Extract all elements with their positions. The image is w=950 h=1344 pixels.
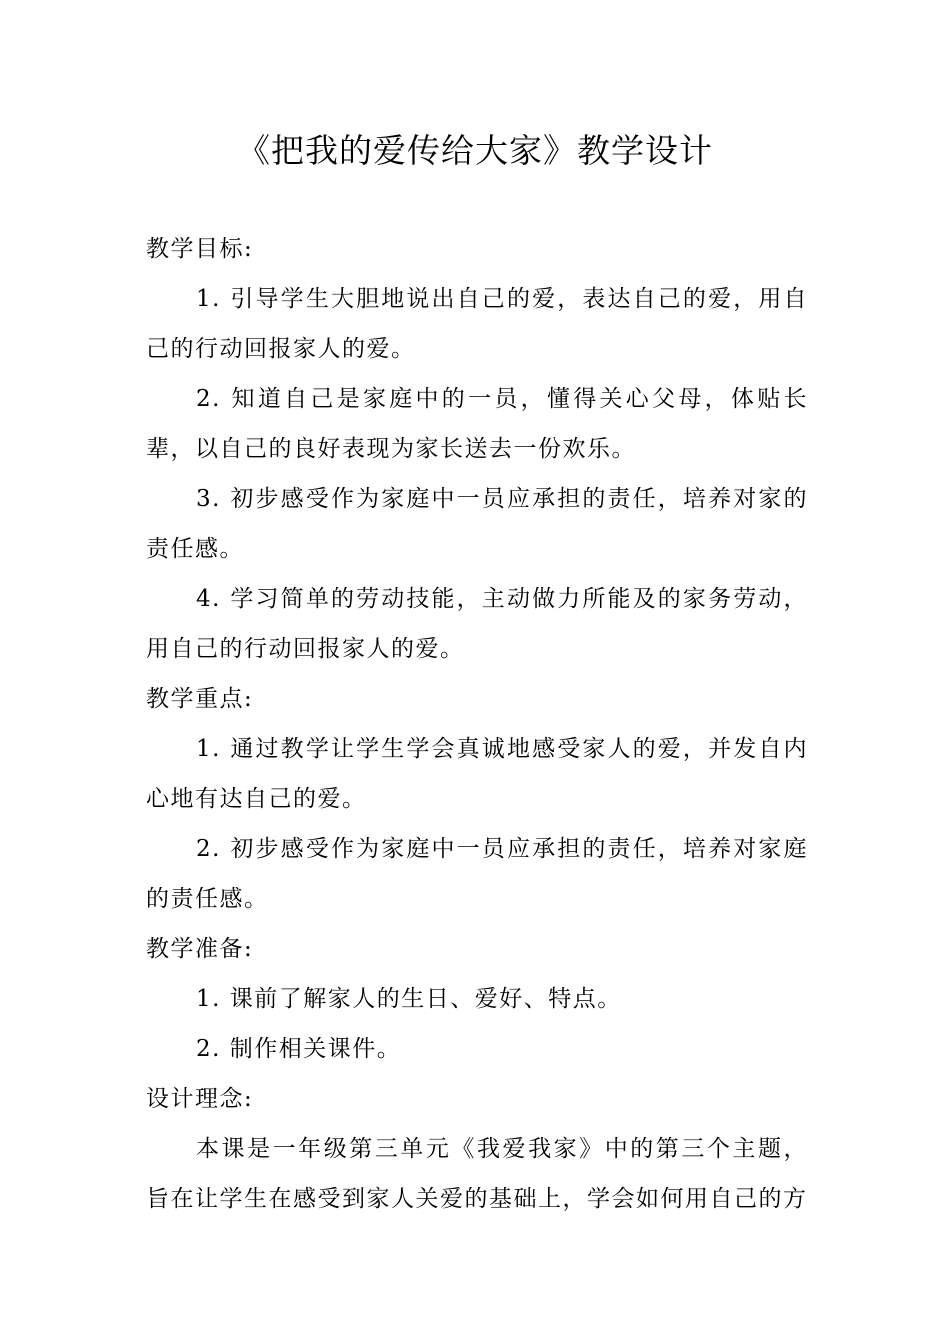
document-body [146,224,808,1224]
document-title: 《把我的爱传给大家》教学设计 [237,131,713,170]
objective-item: 2. 知道自己是家庭中的一员，懂得关心父母，体贴长辈，以自己的良好表现为家长送去一份欢乐。 [146,386,808,462]
section-heading-concept: 设计理念: [146,1086,254,1112]
key-point-item: 2. 初步感受作为家庭中一员应承担的责任，培养对家庭的责任感。 [146,836,808,912]
key-point-item: 1. 通过教学让学生学会真诚地感受家人的爱，并发自内心地有达自己的爱。 [146,736,808,812]
preparation-item: 1. 课前了解家人的生日、爱好、特点。 [196,986,622,1012]
section-heading-preparation: 教学准备: [146,936,254,962]
preparation-item: 2. 制作相关课件。 [196,1036,402,1062]
section-heading-key-points: 教学重点: [146,686,254,712]
objective-item: 1. 引导学生大胆地说出自己的爱，表达自己的爱，用自己的行动回报家人的爱。 [146,286,808,362]
objective-item: 3. 初步感受作为家庭中一员应承担的责任，培养对家的责任感。 [146,486,808,562]
objective-item: 4. 学习简单的劳动技能，主动做力所能及的家务劳动，用自己的行动回报家人的爱。 [146,586,808,662]
concept-paragraph: 本课是一年级第三单元《我爱我家》中的第三个主题，旨在让学生在感受到家人关爱的基础上，学会如何用自己的方 [146,1136,808,1212]
section-heading-objectives: 教学目标: [146,236,254,262]
